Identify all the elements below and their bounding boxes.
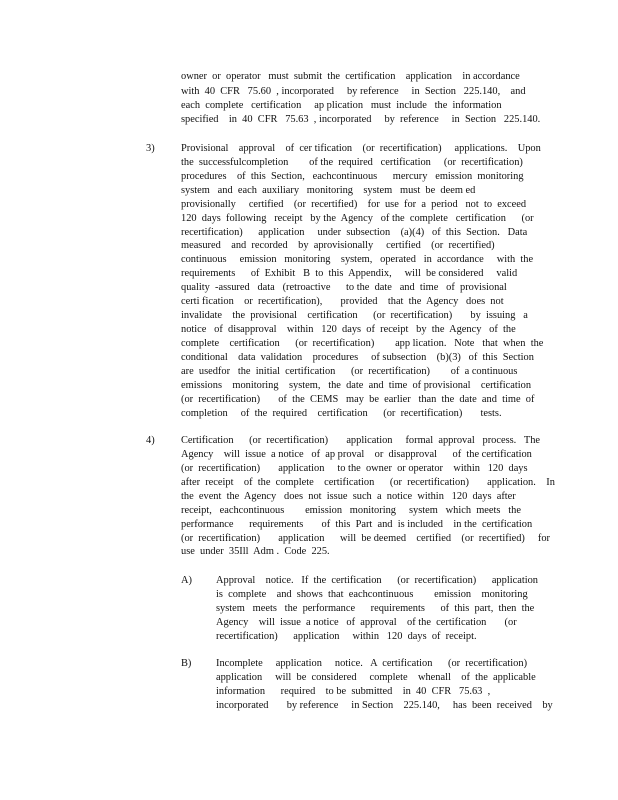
sub-item-a-line: is complete and shows that eachcontinuous emission monitoring xyxy=(216,589,528,600)
item-4-line: (or recertification) application will be deemed certified (or recertified) for xyxy=(181,533,550,544)
sub-item-letter: A) xyxy=(181,575,192,586)
intro-line: with 40 CFR 75.60 , incorporated by reference in Section 225.140, and xyxy=(181,86,526,97)
item-4-line: after receipt of the complete certification (or recertification) application. In xyxy=(181,477,555,488)
item-3-line: the successfulcompletion of the required certification (or recertification) xyxy=(181,157,523,168)
sub-item-b-line: information required to be submitted in 40 CFR 75.63 , xyxy=(216,686,491,697)
item-3-line: invalidate the provisional certification (or recertification) by issuing a xyxy=(181,310,528,321)
sub-item-b-line: incorporated by reference in Section 225.140, has been received by xyxy=(216,700,553,711)
item-3-line: system and each auxiliary monitoring system must be deem ed xyxy=(181,185,476,196)
sub-item-b-line: Incomplete application notice. A certification (or recertification) xyxy=(216,658,528,669)
item-3-line: 120 days following receipt by the Agency of the complete certification (or xyxy=(181,213,534,224)
sub-item-a-line: Agency will issue a notice of approval of the certification (or xyxy=(216,617,517,628)
intro-line: specified in 40 CFR 75.63 , incorporated by reference in Section 225.140. xyxy=(181,114,541,125)
item-3-line: (or recertification) of the CEMS may be earlier than the date and time of xyxy=(181,394,535,405)
item-3-line: measured and recorded by aprovisionally certified (or recertified) xyxy=(181,240,495,251)
item-4-line: performance requirements of this Part and is included in the certification xyxy=(181,519,533,530)
sub-item-b-line: application will be considered complete whenall of the applicable xyxy=(216,672,536,683)
item-4-line: the event the Agency does not issue such a notice within 120 days after xyxy=(181,491,516,502)
item-3-line: continuous emission monitoring system, operated in accordance with the xyxy=(181,254,534,265)
sub-item-a-line: recertification) application within 120 days of receipt. xyxy=(216,631,477,642)
item-3-line: complete certification (or recertification) app lication. Note that when the xyxy=(181,338,544,349)
item-3-line: emissions monitoring system, the date and time of provisional certification xyxy=(181,380,532,391)
intro-line: each complete certification ap plication must include the information xyxy=(181,100,502,111)
item-3-line: procedures of this Section, eachcontinuous mercury emission monitoring xyxy=(181,171,524,182)
item-3-line: Provisional approval of cer tification (or recertification) applications. Upon xyxy=(181,143,541,154)
item-3-line: requirements of Exhibit B to this Appendix, will be considered valid xyxy=(181,268,518,279)
item-3-line: quality -assured data (retroactive to the date and time of provisional xyxy=(181,282,507,293)
item-4-line: (or recertification) application to the owner or operator within 120 days xyxy=(181,463,528,474)
sub-item-letter: B) xyxy=(181,658,192,669)
item-3-line: notice of disapproval within 120 days of receipt by the Agency of the xyxy=(181,324,516,335)
item-number: 3) xyxy=(146,143,155,154)
sub-item-a-line: system meets the performance requirements of this part, then the xyxy=(216,603,535,614)
sub-item-a-line: Approval notice. If the certification (or recertification) application xyxy=(216,575,538,586)
item-4-line: Certification (or recertification) application formal approval process. The xyxy=(181,435,541,446)
item-3-line: recertification) application under subsection (a)(4) of this Section. Data xyxy=(181,227,528,238)
item-3-line: completion of the required certification (or recertification) tests. xyxy=(181,408,502,419)
item-3-line: certi fication or recertification), provided that the Agency does not xyxy=(181,296,504,307)
intro-line: owner or operator must submit the certification application in accordance xyxy=(181,71,520,82)
item-number: 4) xyxy=(146,435,155,446)
item-3-line: conditional data validation procedures of subsection (b)(3) of this Section xyxy=(181,352,534,363)
item-3-line: are usedfor the initial certification (or recertification) of a continuous xyxy=(181,366,518,377)
item-4-line: receipt, eachcontinuous emission monitoring system which meets the xyxy=(181,505,521,516)
item-3-line: provisionally certified (or recertified) for use for a period not to exceed xyxy=(181,199,527,210)
item-4-line: Agency will issue a notice of ap proval or disapproval of the certification xyxy=(181,449,532,460)
item-4-line: use under 35Ill Adm . Code 225. xyxy=(181,546,330,557)
